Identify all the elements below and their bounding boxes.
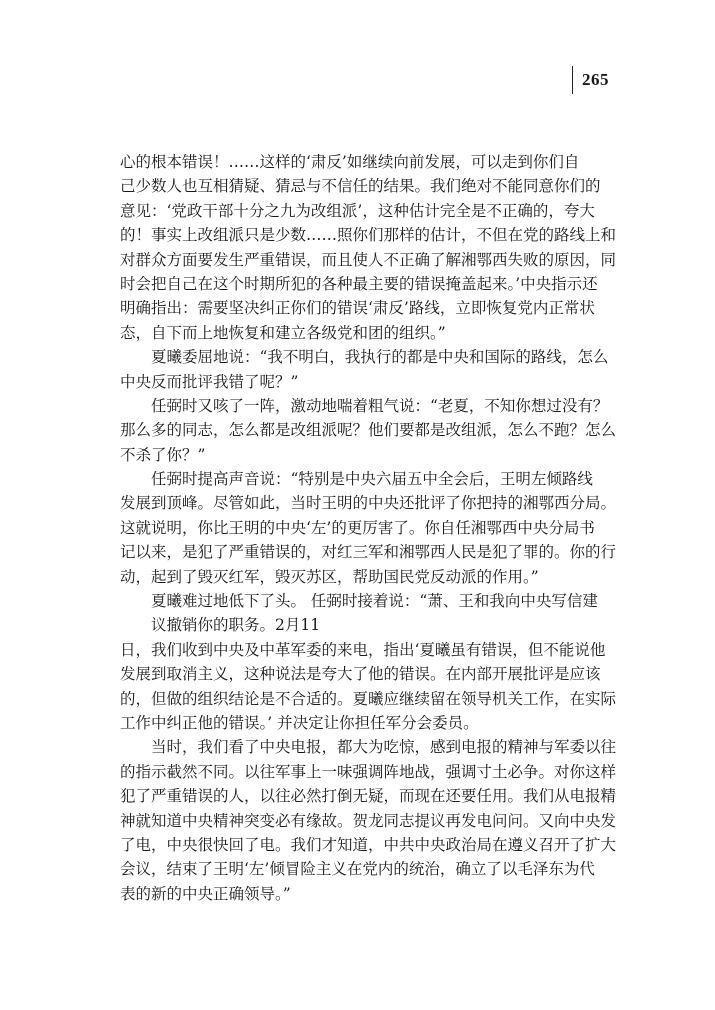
text-line: 夏曦委屈地说：“我不明白，我执行的都是中央和国际的路线，怎么 bbox=[151, 348, 609, 367]
text-line: 中央反而批评我错了呢？” bbox=[120, 372, 299, 391]
text-line: 犯了严重错误的人，以往必然打倒无疑，而现在还要任用。我们从电报精 bbox=[120, 787, 617, 806]
text-line: 当时，我们看了中央电报，都大为吃惊，感到电报的精神与军委以往 bbox=[151, 738, 617, 757]
text-line: 神就知道中央精神突变必有缘故。贺龙同志提议再发电问问。又向中央发 bbox=[120, 811, 617, 830]
text-line: 动，起到了毁灭红军，毁灭苏区，帮助国民党反动派的作用。” bbox=[120, 567, 539, 586]
text-line: 的指示截然不同。以往军事上一味强调阵地战，强调寸土必争。对你这样 bbox=[120, 762, 617, 781]
text-line: 的，但做的组织结论是不合适的。夏曦应继续留在领导机关工作，在实际 bbox=[120, 689, 617, 708]
text-line: 态，自下而上地恢复和建立各级党和团的组织。” bbox=[120, 323, 446, 342]
text-line: 对群众方面要发生严重错误，而且使人不正确了解湘鄂西失败的原因，同 bbox=[120, 250, 617, 269]
text-line: 工作中纠正他的错误。’ 并决定让你担任军分会委员。 bbox=[120, 713, 479, 732]
text-line: 议撤销你的职务。2月11 bbox=[151, 616, 321, 635]
text-line: 会议，结束了王明‘左’倾冒险主义在党内的统治，确立了以毛泽东为代 bbox=[120, 860, 595, 879]
text-line: 那么多的同志，怎么都是改组派呢？他们要都是改组派，怎么不跑？怎么 bbox=[120, 421, 617, 440]
text-line: 任弼时提高声音说：“特别是中央六届五中全会后，王明左倾路线 bbox=[151, 470, 593, 489]
text-line: 意见：‘党政干部十分之九为改组派’，这种估计完全是不正确的，夸大 bbox=[120, 201, 595, 220]
text-line: 己少数人也互相猜疑、猜忌与不信任的结果。我们绝对不能同意你们的 bbox=[120, 177, 601, 196]
page-header bbox=[572, 66, 609, 94]
text-line: 不杀了你？” bbox=[120, 445, 206, 464]
text-line: 夏曦难过地低下了头。 任弼时接着说：“萧、王和我向中央写信建 bbox=[151, 592, 598, 611]
text-line: 发展到顶峰。尽管如此，当时王明的中央还批评了你把持的湘鄂西分局。 bbox=[120, 494, 617, 513]
text-line: 日，我们收到中央及中革军委的来电，指出‘夏曦虽有错误，但不能说他 bbox=[120, 640, 606, 659]
page-number: 265 bbox=[582, 70, 609, 89]
text-line: 发展到取消主义，这种说法是夸大了他的错误。在内部开展批评是应该 bbox=[120, 665, 601, 684]
text-line: 了电，中央很快回了电。我们才知道，中共中央政治局在遵义召开了扩大 bbox=[120, 835, 617, 854]
text-line: 表的新的中央正确领导。” bbox=[120, 884, 291, 903]
text-line: 明确指出：需要坚决纠正你们的错误‘肃反’路线，立即恢复党内正常状 bbox=[120, 299, 595, 318]
text-line: 心的根本错误！……这样的‘肃反’如继续向前发展，可以走到你们自 bbox=[120, 153, 580, 171]
text-line: 记以来，是犯了严重错误的，对红三军和湘鄂西人民是犯了罪的。你的行 bbox=[120, 543, 617, 562]
body-text bbox=[120, 150, 626, 906]
text-line: 的！事实上改组派只是少数……照你们那样的估计，不但在党的路线上和 bbox=[120, 226, 617, 245]
text-line: 这就说明，你比王明的中央‘左’的更厉害了。你自任湘鄂西中央分局书 bbox=[120, 518, 595, 537]
text-line: 时会把自己在这个时期所犯的各种最主要的错误掩盖起来。’中央指示还 bbox=[120, 274, 598, 293]
text-line: 任弼时又咳了一阵，激动地喘着粗气说：“老夏，不知你想过没有？ bbox=[151, 396, 609, 415]
